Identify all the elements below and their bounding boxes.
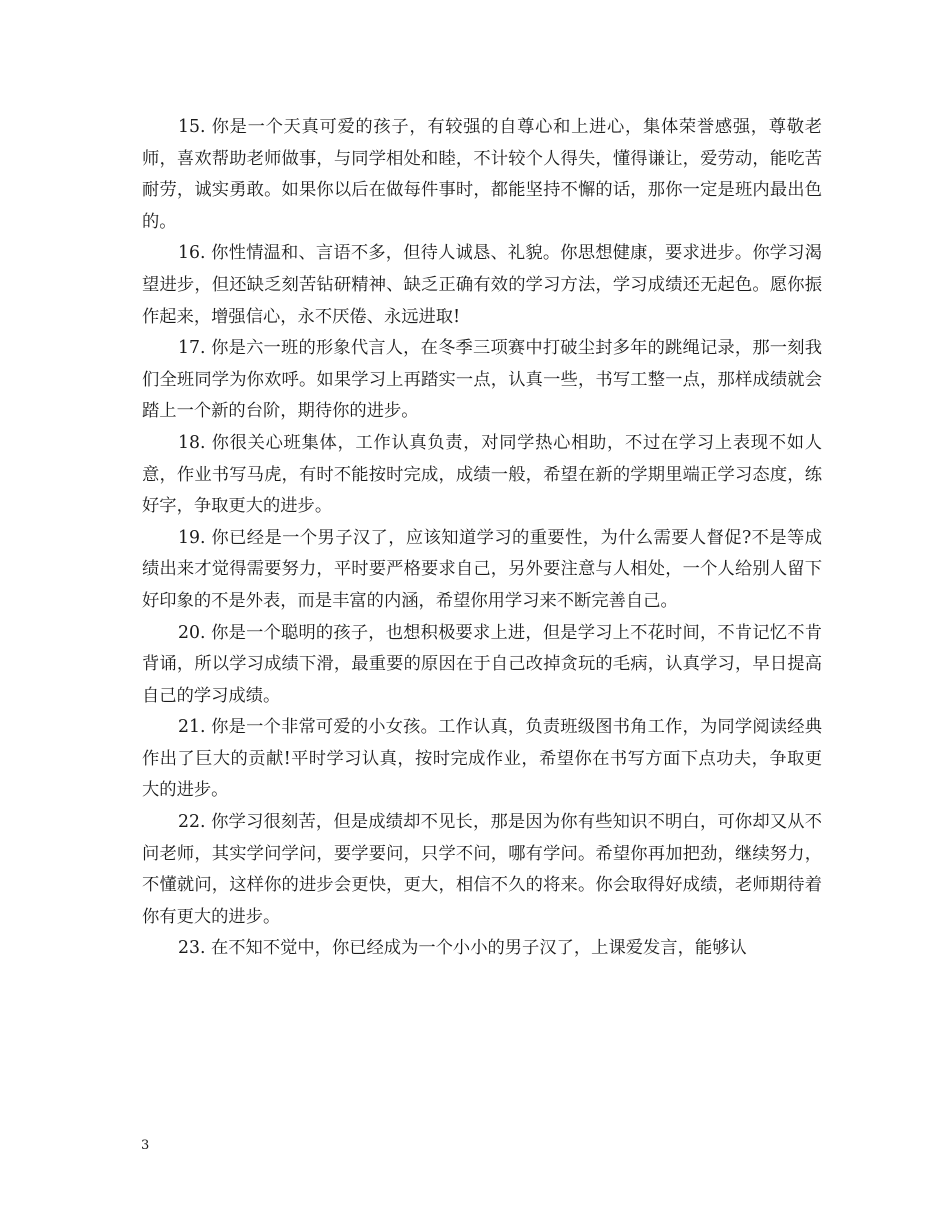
comment-paragraph-20: 20. 你是一个聪明的孩子，也想积极要求上进，但是学习上不花时间，不肯记忆不肯背诵，所以学习成绩下滑，最重要的原因在于自己改掉贪玩的毛病，认真学习，早日提高自己的学习成绩。 xyxy=(142,622,822,706)
comment-paragraph-18: 18. 你很关心班集体，工作认真负责，对同学热心相助，不过在学习上表现不如人意，作业书写马虎，有时不能按时完成，成绩一般，希望在新的学期里端正学习态度，练好字，争取更大的进步。 xyxy=(142,432,822,517)
comment-paragraph-22: 22. 你学习很刻苦，但是成绩却不见长，那是因为你有些知识不明白，可你却又从不问老师，其实学问学问，要学要问，只学不问，哪有学问。希望你再加把劲，继续努力，不懂就问，这样你的进步会更快，更大，相信不久的将来。你会取得好成绩，老师期待着你有更大的进步。 xyxy=(142,812,822,927)
comment-paragraph-21: 21. 你是一个非常可爱的小女孩。工作认真，负责班级图书角工作，为同学阅读经典作出了巨大的贡献!平时学习认真，按时完成作业，希望你在书写方面下点功夫，争取更大的进步。 xyxy=(142,717,822,801)
document-body xyxy=(142,112,822,965)
comment-paragraph-19: 19. 你已经是一个男子汉了，应该知道学习的重要性，为什么需要人督促?不是等成绩出来才觉得需要努力，平时要严格要求自己，另外要注意与人相处，一个人给别人留下好印象的不是外表，而是丰富的内涵，希望你用学习来不断完善自己。 xyxy=(142,527,822,611)
comment-paragraph-16: 16. 你性情温和、言语不多，但待人诚恳、礼貌。你思想健康，要求进步。你学习渴望进步，但还缺乏刻苦钻研精神、缺乏正确有效的学习方法，学习成绩还无起色。愿你振作起来，增强信心，永不厌倦、永远进取! xyxy=(142,243,822,327)
comment-paragraph-23: 23. 在不知不觉中，你已经成为一个小小的男子汉了，上课爱发言，能够认 xyxy=(178,938,747,959)
page-number: 3 xyxy=(141,1138,150,1153)
comment-paragraph-17: 17. 你是六一班的形象代言人，在冬季三项赛中打破尘封多年的跳绳记录，那一刻我们全班同学为你欢呼。如果学习上再踏实一点，认真一些，书写工整一点，那样成绩就会踏上一个新的台阶，期待你的进步。 xyxy=(142,338,822,422)
comment-paragraph-15: 15. 你是一个天真可爱的孩子，有较强的自尊心和上进心，集体荣誉感强，尊敬老师，喜欢帮助老师做事，与同学相处和睦，不计较个人得失，懂得谦让，爱劳动，能吃苦耐劳，诚实勇敢。如果你以后在做每件事时，都能坚持不懈的话，那你一定是班内最出色的。 xyxy=(142,117,822,232)
